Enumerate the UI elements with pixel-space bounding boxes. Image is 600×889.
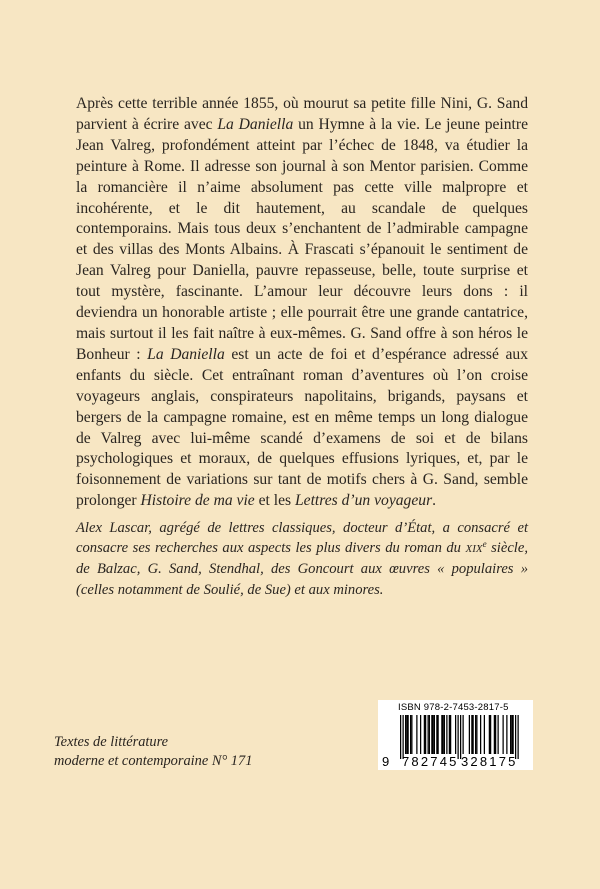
barcode-bar bbox=[450, 715, 451, 754]
barcode-bar bbox=[405, 715, 406, 754]
barcode-bar bbox=[510, 715, 511, 754]
barcode-bar bbox=[446, 715, 447, 754]
barcode-bar bbox=[406, 715, 407, 754]
barcode-bar bbox=[506, 715, 507, 754]
barcode-bar bbox=[444, 715, 445, 754]
barcode-bar bbox=[460, 715, 461, 759]
barcode-bar bbox=[463, 715, 464, 754]
barcode-bar bbox=[433, 715, 434, 754]
barcode-bar bbox=[494, 715, 495, 754]
blurb-paragraph bbox=[76, 94, 532, 512]
blurb-text: et les bbox=[254, 492, 295, 510]
barcode-bar bbox=[518, 715, 519, 759]
barcode-digits-right: 328175 bbox=[461, 754, 518, 769]
author-bio bbox=[76, 518, 532, 600]
barcode-bar bbox=[471, 715, 472, 754]
blurb-text: Après cette terrible année 1855, où mourut sa petite fille Nini, G. Sand parvient à écrire avec bbox=[76, 95, 532, 133]
barcode-bar bbox=[434, 715, 435, 754]
century-numeral: XIX bbox=[465, 543, 483, 556]
series-info bbox=[54, 733, 252, 770]
author-bio-text: Alex Lascar, agrégé de lettres classiques, docteur d’État, a consacré et consacre ses recherches aux aspects les plus divers du roman du bbox=[76, 520, 532, 557]
blurb-text: est un acte de foi et d’espérance adressé aux enfants du siècle. Cet entraînant roman d’aventures où l’on croise voyageurs anglais, conspirateurs napolitains, brigands, paysans et bergers de la campagne romaine, est en même temps un long dialogue de Valreg avec lui-même scandé d’examens de soi et de bilans psychologiques et moraux, de quelques effusions lyriques, et, par le foisonnement de variations sur tant de motifs chers à G. Sand, semble prolonger bbox=[76, 345, 532, 510]
barcode-digit-lead: 9 bbox=[382, 754, 390, 769]
blurb-title-italic: La Daniella bbox=[147, 345, 225, 363]
blurb-text: un Hymne à la vie. Le jeune peintre Jean Valreg, profondément atteint par l’échec de 1848, va étudier la peinture à Rome. Il adresse son journal à son Mentor parisien. Comme la romancière il n’aime absolument pas cette ville malpropre et incohérente, et le dit hautement, au scandale de quelques contemporains. Mais tous deux s’enchantent de l’admirable campagne et des villas des Monts Albains. À Frascati s’épanouit le sentiment de Jean Valreg pour Daniella, pauvre repasseuse, belle, toute surprise et tout mystère, fascinante. L’amour leur découvre leurs dons : il deviendra un honorable artiste ; elle pourrait être une grande cantatrice, mais surtout il les fait naître à eux-mêmes. G. Sand offre à son héros le Bonheur : bbox=[76, 115, 532, 363]
barcode-bar bbox=[475, 715, 476, 754]
barcode-bar bbox=[403, 715, 404, 759]
barcode-bars bbox=[392, 715, 526, 759]
barcode-bar bbox=[424, 715, 425, 754]
barcode-bar bbox=[498, 715, 499, 754]
barcode-bar bbox=[511, 715, 512, 754]
century-superscript: e bbox=[482, 539, 487, 550]
barcode-bar bbox=[400, 715, 401, 759]
barcode-bar bbox=[428, 715, 429, 754]
barcode-digits-left: 782745 bbox=[402, 754, 459, 769]
barcode-bar bbox=[489, 715, 490, 754]
barcode-bar bbox=[484, 715, 485, 754]
blurb-title-italic: Lettres d’un voyageur bbox=[295, 492, 433, 510]
barcode-bar bbox=[458, 715, 459, 759]
barcode-bar bbox=[410, 715, 411, 754]
barcode-bar bbox=[455, 715, 456, 754]
barcode-bar bbox=[495, 715, 496, 754]
barcode-bar bbox=[515, 715, 516, 759]
isbn-barcode bbox=[378, 700, 533, 770]
barcode-bar bbox=[431, 715, 432, 754]
barcode-bar bbox=[513, 715, 514, 754]
barcode-bar bbox=[425, 715, 426, 754]
back-cover-blurb bbox=[76, 94, 532, 512]
isbn-label: ISBN 978-2-7453-2817-5 bbox=[398, 702, 509, 713]
barcode-bar bbox=[490, 715, 491, 754]
blurb-title-italic: Histoire de ma vie bbox=[140, 492, 255, 510]
barcode-bar bbox=[449, 715, 450, 754]
barcode-bar bbox=[443, 715, 444, 754]
author-bio-text-end: siècle, de Balzac, G. Sand, Stendhal, des Goncourt aux œuvres « populaires » (celles notamment de Soulié, de Sue) et aux minores. bbox=[76, 540, 532, 598]
barcode-bar bbox=[416, 715, 417, 754]
barcode-bar bbox=[408, 715, 409, 754]
blurb-title-italic: La Daniella bbox=[217, 115, 294, 133]
barcode-bar bbox=[438, 715, 439, 754]
barcode-bar bbox=[420, 715, 421, 754]
barcode-bar bbox=[411, 715, 412, 754]
barcode-bar bbox=[441, 715, 442, 754]
blurb-text: . bbox=[432, 492, 437, 510]
barcode-bar bbox=[480, 715, 481, 754]
series-line-2: moderne et contemporaine N° 171 bbox=[54, 752, 253, 769]
barcode-bar bbox=[476, 715, 477, 754]
barcode-bar bbox=[473, 715, 474, 754]
series-line-1: Textes de littérature bbox=[54, 734, 169, 750]
barcode-bar bbox=[503, 715, 504, 754]
barcode-bar bbox=[429, 715, 430, 754]
barcode-bar bbox=[436, 715, 437, 754]
barcode-bar bbox=[469, 715, 470, 754]
